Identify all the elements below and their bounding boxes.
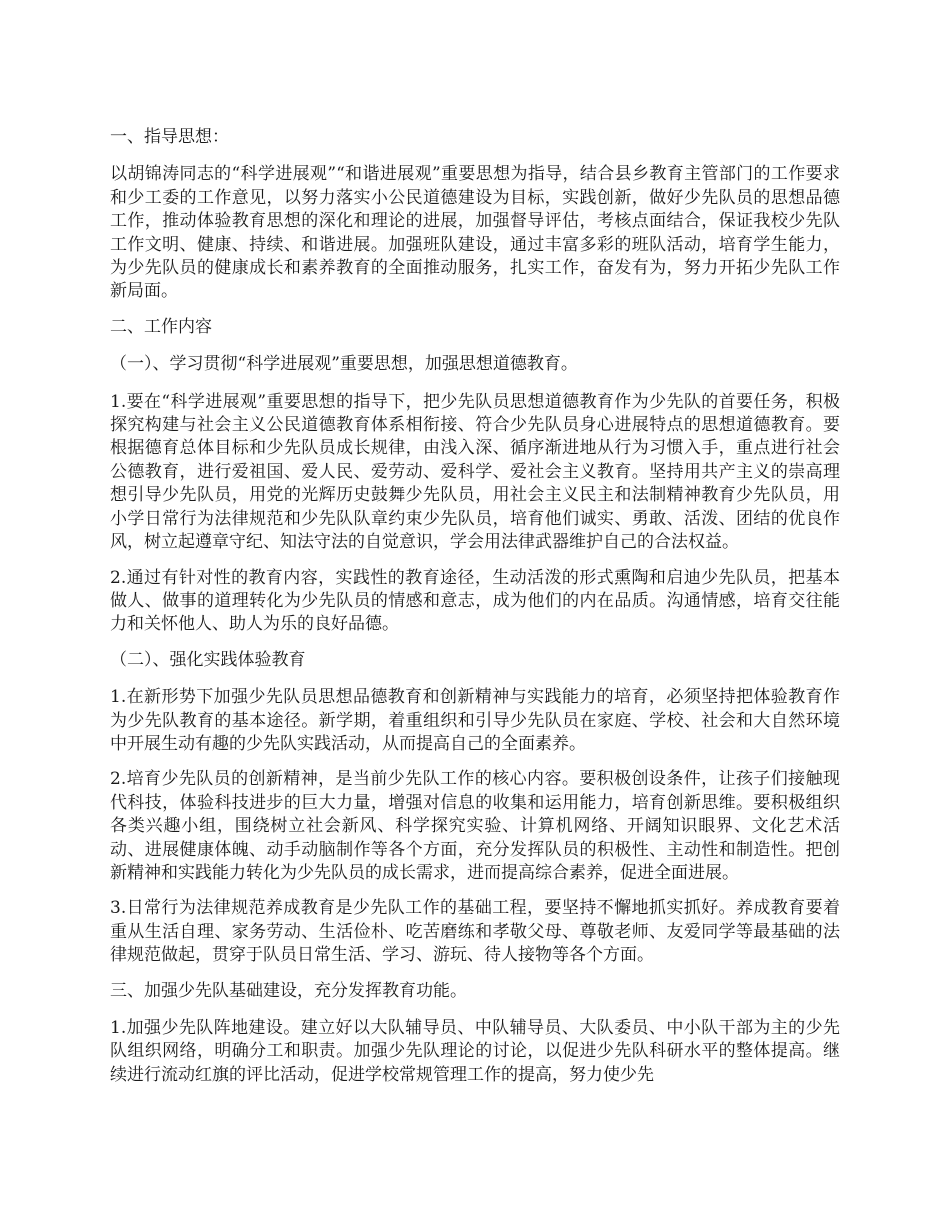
section-heading-work-content: 二、工作内容 <box>110 316 212 337</box>
paragraph-item-2-1: 1.在新形势下加强少先队员思想品德教育和创新精神与实践能力的培育，必须坚持把体验教育作为少先队教育的基本途径。新学期，着重组织和引导少先队员在家庭、学校、社会和大自然环境中开展生动有趣的少先队实践活动，从而提高自己的全面素养。 <box>110 687 840 754</box>
section-heading-foundation: 三、加强少先队基础建设，充分发挥教育功能。 <box>110 980 467 1001</box>
paragraph-guiding-ideology: 以胡锦涛同志的“科学进展观”“和谐进展观”重要思想为指导，结合县乡教育主管部门的工作要求和少工委的工作意见，以努力落实小公民道德建设为目标，实践创新，做好少先队员的思想品德工作，推动体验教育思想的深化和理论的进展，加强督导评估，考核点面结合，保证我校少先队工作文明、健康、持续、和谐进展。加强班队建设，通过丰富多彩的班队活动，培育学生能力，为少先队员的健康成长和素养教育的全面推动服务，扎实工作，奋发有为，努力开拓少先队工作新局面。 <box>110 164 840 302</box>
subsection-heading-1: （一）、学习贯彻“科学进展观”重要思想，加强思想道德教育。 <box>110 354 578 375</box>
section-heading-guiding-ideology: 一、指导思想： <box>110 127 229 147</box>
paragraph-item-1-1: 1.要在“科学进展观”重要思想的指导下，把少先队员思想道德教育作为少先队的首要任务，积极探究构建与社会主义公民道德教育体系相衔接、符合少先队员身心进展特点的思想道德教育。要根据德育总体目标和少先队员成长规律，由浅入深、循序渐进地从行为习惯入手，重点进行社会公德教育，进行爱祖国、爱人民、爱劳动、爱科学、爱社会主义教育。坚持用共产主义的崇高理想引导少先队员，用党的光辉历史鼓舞少先队员，用社会主义民主和法制精神教育少先队员，用小学日常行为法律规范和少先队队章约束少先队员，培育他们诚实、勇敢、活泼、团结的优良作风，树立起遵章守纪、知法守法的自觉意识，学会用法律武器维护自己的合法权益。 <box>110 391 840 553</box>
paragraph-item-1-2: 2.通过有针对性的教育内容，实践性的教育途径，生动活泼的形式熏陶和启迪少先队员，把基本做人、做事的道理转化为少先队员的情感和意志，成为他们的内在品质。沟通情感，培育交往能力和关怀他人、助人为乐的良好品德。 <box>110 567 840 635</box>
paragraph-item-2-2: 2.培育少先队员的创新精神，是当前少先队工作的核心内容。要积极创设条件，让孩子们接触现代科技，体验科技进步的巨大力量，增强对信息的收集和运用能力，培育创新思维。要积极组织各类兴趣小组，围绕树立社会新风、科学探究实验、计算机网络、开阔知识眼界、文化艺术活动、进展健康体魄、动手动脑制作等各个方面，充分发挥队员的积极性、主动性和制造性。把创新精神和实践能力转化为少先队员的成长需求，进而提高综合素养，促进全面进展。 <box>110 769 840 883</box>
subsection-heading-2: （二）、强化实践体验教育 <box>110 649 306 670</box>
paragraph-item-3-1: 1.加强少先队阵地建设。建立好以大队辅导员、中队辅导员、大队委员、中小队干部为主的少先队组织网络，明确分工和职责。加强少先队理论的讨论，以促进少先队科研水平的整体提高。继续进行流动红旗的评比活动，促进学校常规管理工作的提高，努力使少先 <box>110 1018 840 1085</box>
paragraph-item-2-3: 3.日常行为法律规范养成教育是少先队工作的基础工程，要坚持不懈地抓实抓好。养成教育要着重从生活自理、家务劳动、生活俭朴、吃苦磨练和孝敬父母、尊敬老师、友爱同学等最基础的法律规范做起，贯穿于队员日常生活、学习、游玩、待人接物等各个方面。 <box>110 898 840 966</box>
document-body <box>110 126 840 1099</box>
